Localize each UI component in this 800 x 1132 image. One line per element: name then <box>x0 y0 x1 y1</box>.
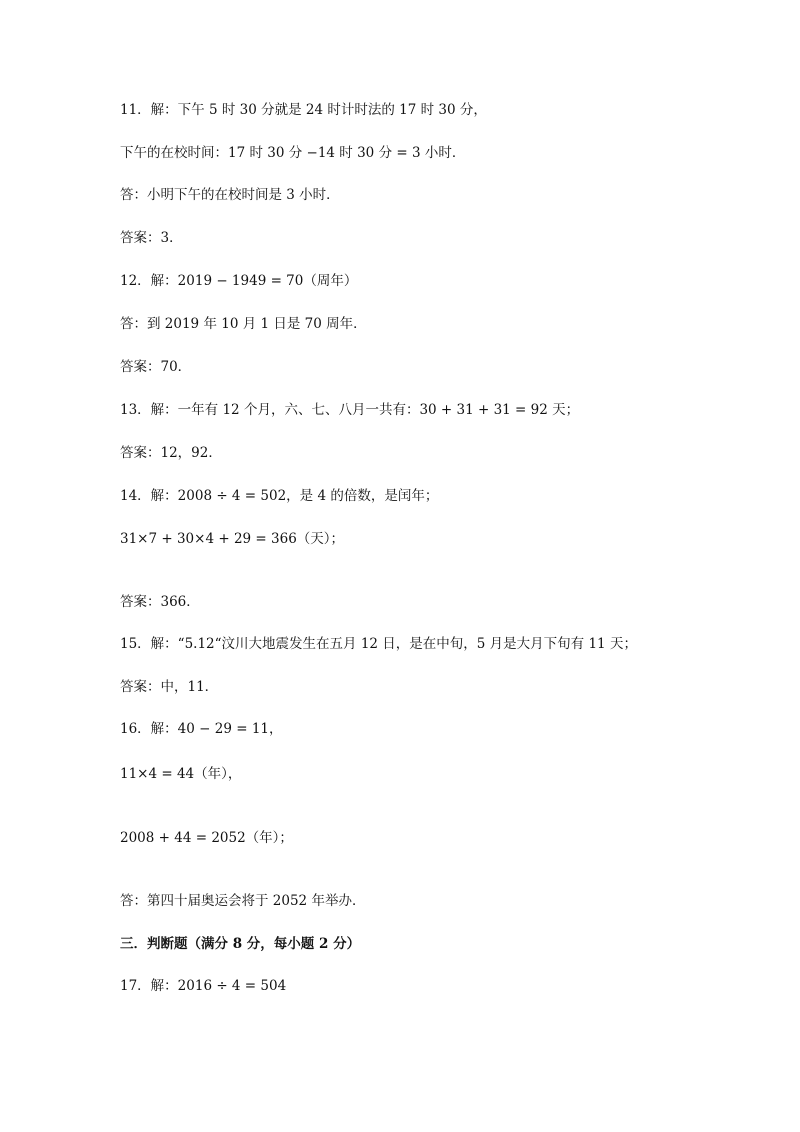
solution-17-line-1: 17．解：2016 ÷ 4 = 504 <box>120 978 287 994</box>
solution-16-line-1: 16．解：40 − 29 = 11， <box>120 721 283 737</box>
solution-11-conclusion: 答：小明下午的在校时间是 3 小时． <box>120 187 340 203</box>
solution-14-line-2: 31×7 + 30×4 + 29 = 366（天）； <box>120 531 345 547</box>
solution-15-answer: 答案：中，11． <box>120 679 219 695</box>
solution-16-line-2: 11×4 = 44（年）， <box>120 766 242 782</box>
solution-12-answer: 答案：70． <box>120 359 192 375</box>
solution-15-line-1: 15．解：“5.12“汶川大地震发生在五月 12 日，是在中旬，5 月是大月下旬有 11 天； <box>120 636 637 652</box>
solution-12-conclusion: 答：到 2019 年 10 月 1 日是 70 周年． <box>120 316 367 332</box>
solution-11-answer: 答案：3． <box>120 230 183 246</box>
solution-12-line-1: 12．解：2019 − 1949 = 70（周年） <box>120 273 358 289</box>
solution-14-line-1: 14．解：2008 ÷ 4 = 502，是 4 的倍数，是闰年； <box>120 488 439 504</box>
section-heading-judgement: 三．判断题（满分 8 分，每小题 2 分） <box>120 936 361 952</box>
solution-14-answer: 答案：366． <box>120 594 200 610</box>
solution-13-answer: 答案：12，92． <box>120 445 222 461</box>
solution-13-line-1: 13．解：一年有 12 个月，六、七、八月一共有：30 + 31 + 31 = 92 天； <box>120 402 580 418</box>
solution-11-line-1: 11．解：下午 5 时 30 分就是 24 时计时法的 17 时 30 分， <box>120 102 487 118</box>
solution-16-line-3: 2008 + 44 = 2052（年）； <box>120 830 293 846</box>
solution-16-conclusion: 答：第四十届奥运会将于 2052 年举办． <box>120 893 366 909</box>
solution-11-line-2: 下午的在校时间：17 时 30 分 −14 时 30 分 = 3 小时． <box>120 145 466 161</box>
